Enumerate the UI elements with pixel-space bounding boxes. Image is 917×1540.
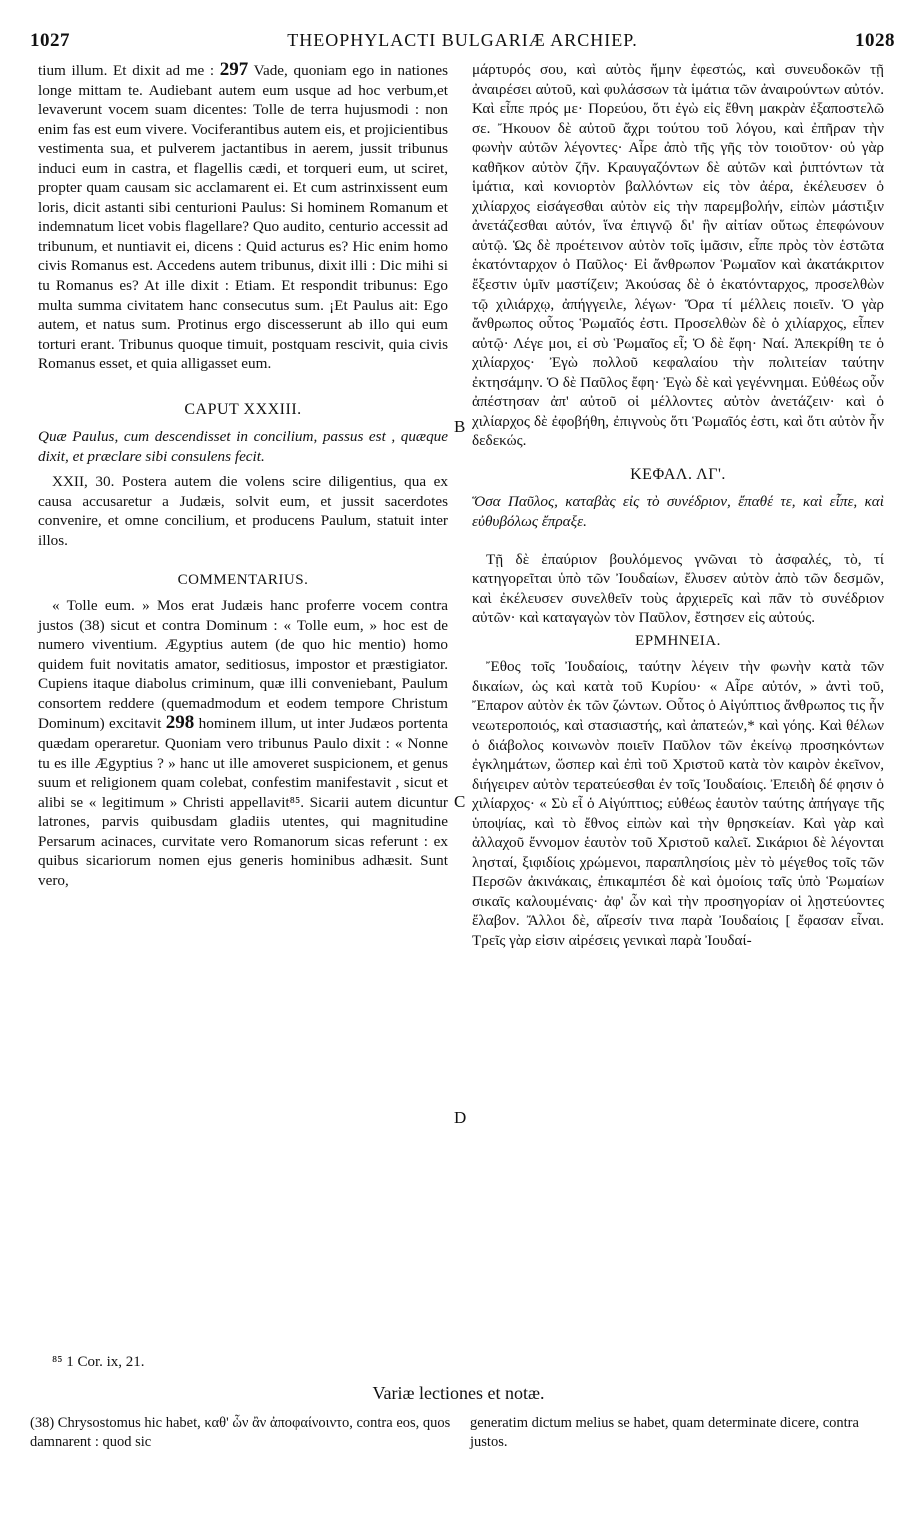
page-number-left: 1027 (30, 30, 70, 51)
page-number-right: 1028 (855, 30, 895, 51)
latin-text: tium illum. Et dixit ad me : (38, 62, 220, 79)
kephalaion-heading: ΚΕΦΑΛ. ΛΓ'. (630, 465, 726, 483)
margin-siglum-c: C (454, 792, 466, 811)
commentarius-heading: COMMENTARIUS. (177, 571, 309, 588)
latin-text: « Tolle eum. » Mos erat Judæis hanc proferre vocem contra justos (38) sicut et contra Dominum : « Tolle eum, » hoc est de numero viventium. Ægyptius autem (de quo hic mentio) homo quidem fuit novitatis amator, seditiosus, impostor et præstigiator. Cupiens itaque diabolus criminum, quæ illi conveniebant, Paulum consortem reddere (quemadmodum et eodem tempore Christum Dominum) excitavit (38, 597, 448, 733)
caput-heading: CAPUT XXXIII. (184, 400, 302, 418)
greek-chapter-summary: Ὅσα Παῦλος, καταβὰς εἰς τὸ συνέδριον, ἔπαθέ τε, καὶ εἶπε, καὶ εὐθυβόλως ἔπραξε. (472, 493, 884, 531)
migne-column-number: 298 (165, 712, 195, 734)
greek-paragraph-1: μάρτυρός σου, καὶ αὐτὸς ἤμην ἐφεστώς, καὶ συνευδοκῶν τῇ ἀναιρέσει αὐτοῦ, καὶ φυλάσσων τὰ ἱμάτια τῶν ἀναιρούντων αὐτόν. Καὶ εἶπε πρός με· Πορεύου, ὅτι ἐγὼ εἰς ἔθνη μακρὰν ἐξαποστελῶ σε. Ἤκουον δὲ αὐτοῦ ἄχρι τούτου τοῦ λόγου, καὶ ἐπῆραν τὴν φωνὴν αὐτῶν λέγοντες· Αἶρε ἀπὸ τῆς γῆς τὸν τοιοῦτον· οὐ γὰρ καθῆκον αὐτὸν ζῆν. Κραυγαζόντων δὲ αὐτῶν καὶ ῥιπτόντων τὰ ἱμάτια, καὶ κονιορτὸν βαλλόντων εἰς τὸν ἀέρα, ἐκέλευσεν ὁ χιλίαρχος εἰσάγεσθαι αὐτὸν εἰς τὴν παρεμβολήν, εἰπὼν μάστιξιν ἀνετάζεσθαι αὐτόν, ἵνα ἐπιγνῷ δι' ἣν αἰτίαν οὕτως ἐπεφώνουν αὐτῷ. Ὡς δὲ προέτεινον αὐτὸν τοῖς ἱμᾶσιν, εἶπε πρὸς τὸν ἑστῶτα ἑκατόνταρχον ὁ Παῦλος· Εἰ ἄνθρωπον Ῥωμαῖον καὶ ἀκατάκριτον ἔξεστιν ὑμῖν μαστίζειν; Ἀκούσας δὲ ὁ ἑκατόνταρχος, προσελθὼν τῷ χιλιάρχῳ, ἀπήγγειλε, λέγων· Ὅρα τί μέλλεις ποιεῖν. Ὁ γὰρ ἄνθρωπος οὗτος Ῥωμαῖός ἐστι. Προσελθὼν δὲ ὁ χιλίαρχος, εἶπεν αὐτῷ· Λέγε μοι, εἰ σὺ Ῥωμαῖος εἶ; Ὁ δὲ ἔφη· Ναί. Ἀπεκρίθη τε ὁ χιλίαρχος· Ἐγὼ πολλοῦ κεφαλαίου τὴν πολιτείαν ταύτην ἐκτησάμην. Ὁ δὲ Παῦλος ἔφη· Ἐγὼ δὲ καὶ γεγέννημαι. Εὐθέως οὖν ἀπέστησαν ἀπ' αὐτοῦ οἱ μέλλοντες αὐτὸν ἀνετάζειν· καὶ ὁ χιλίαρχος δὲ ἐφοβήθη, ἐπιγνοὺς ὅτι Ῥωμαῖός ἐστι, καὶ ὅτι αὐτὸν ἦν δεδεκώς. (472, 61, 884, 450)
page-header (30, 30, 895, 54)
greek-commentary: Ἔθος τοῖς Ἰουδαίοις, ταύτην λέγειν τὴν φωνὴν κατὰ τῶν δικαίων, ὡς καὶ κατὰ τοῦ Κυρίου· « Αἶρε αὐτόν, » ἀντὶ τοῦ, Ἔπαρον αὐτὸν ἐκ τῶν ζώντων. Οὗτος ὁ Αἰγύπτιος ἄνθρωπος τις ἦν νεωτεροποιός, καὶ στασιαστής, καὶ ἀπατεών,* καὶ γόης. Καὶ θέλων ὁ διάβολος κοινωνὸν ποιεῖν Παῦλον τῶν ἐκείνῳ προσηκόντων ἐγκλημάτων, ὥσπερ καὶ ἐπὶ τοῦ Χριστοῦ κατὰ τὸν καιρὸν ἐκεῖνον, διήγειρεν αὐτὸν τερατεύεσθαι ἐν τοῖς Ἰουδαίοις. Ἐπειδὴ δέ φησιν ὁ χιλίαρχος· « Σὺ εἶ ὁ Αἰγύπτιος; εὐθέως ἑαυτὸν ταύτης ἀπήγαγε τῆς ὑποψίας, καὶ τὸ ἔθνος εἰπὼν καὶ τὴν θρησκείαν. Καὶ γὰρ καὶ ἀλλαχοῦ ἔννομον ἑαυτὸν τοῦ Χριστοῦ καλεῖ. Σικάριοι δὲ λέγονται λησταί, ξιφιδίοις χρώμενοι, παραπλησίοις μὲν τὸ μέγεθος τοῖς τῶν Περσῶν ἀκινάκαις, ἐπικαμπέσι δὲ καὶ ὁμοίοις ταῖς ὑπὸ Ῥωμαίων σικαῖς καλουμέναις· ἀφ' ὧν καὶ τὴν προσηγορίαν οἱ λῃστεύοντες ἔλαβον. Ἄλλοι δὲ, αἵρεσίν τινα παρὰ Ἰουδαίοις [ ἔφασαν εἶναι. Τρεῖς γὰρ εἰσιν αἱρέσεις γενικαὶ παρὰ Ἰουδαί- (472, 658, 884, 949)
migne-column-number: 297 (219, 59, 249, 80)
note-left: (38) Chrysostomus hic habet, καθ' ὧν ἂν ἀποφαίνοιντο, contra eos, quos damnarent : quod sic (30, 1415, 451, 1450)
latin-text: hominem illum, ut inter Judæos portenta quædam operaretur. Quoniam vero tribunus Paulo dixit : « Nonne tu es ille Ægyptius ? » hanc ut ille amoveret suspicionem, et genus suum et religionem quam colebat, confestim manifestavit , sicut et alibi se « legitimum » Christi appellavit⁸⁵. Sicarii autem dicuntur latrones, parvis quibusdam gladiis utentes, qui magnitudine Persarum acinaces, curvitate vero Romanorum sicas referunt : ex quibus sicariorum nomen ejus generis hominibus adhæsit. Sunt vero, (38, 715, 448, 889)
latin-text: Vade, quoniam ego in nationes longe mittam te. Audiebant autem eum usque ad hoc verbum,et levaverunt vocem suam dicentes: Tolle de terra hujusmodi : non enim fas est eum vivere. Vociferantibus autem eis, et projicientibus vestimenta sua, et pulverem jactantibus in aerem, jussit tribunus induci eum in castra, et flagellis cædi, et torqueri eum, ut sciret, propter quam causam sic acclamarent ei. Et cum astrinxissent eum loris, dicit astanti sibi centurioni Paulus: Si hominem Romanum et indemnatum licet vobis flagellare? Quo audito, centurio accessit ad tribunum, et nuntiavit ei, dicens : Quid acturus es? Hic enim homo civis Romanus est. Accedens autem tribunus, dixit illi : Dic mihi si tu Romanus es? At ille dixit : Etiam. Et respondit tribunus: Ego multa summa civitatem hanc consecutus sum. ¡Et Paulus ait: Ego autem, et natus sum. Protinus ergo discesserunt ab illo qui eum torturi erant. Tribunus quoque timuit, postquam rescivit, quia civis Romanus esset, et quia alligasset eum. (38, 62, 448, 373)
running-title: THEOPHYLACTI BULGARIÆ ARCHIEP. (287, 30, 638, 50)
greek-column (472, 60, 884, 951)
latin-verse: XXII, 30. Postera autem die volens scire diligentius, qua ex causa accusaretur a Judæis, solvit eum, et jussit sacerdotes convenire, et omne concilium, et producens Paulum, statuit inter illos. (38, 473, 448, 550)
latin-commentary (38, 596, 448, 890)
notes-title: Variæ lectiones et notæ. (372, 1383, 545, 1403)
latin-column (38, 60, 448, 890)
margin-siglum-b: B (454, 417, 466, 436)
margin-siglum-d: D (454, 1108, 467, 1127)
greek-verse: Τῇ δὲ ἐπαύριον βουλόμενος γνῶναι τὸ ἀσφαλές, τὸ, τί κατηγορεῖται ὑπὸ τῶν Ἰουδαίων, ἔλυσεν αὐτὸν ἀπὸ τῶν δεσμῶν, καὶ ἐκέλευσεν συνελθεῖν τοὺς ἀρχιερεῖς καὶ πᾶν τὸ συνέδριον αὐτῶν· καὶ καταγαγὼν τὸν Παῦλον, ἔστησεν εἰς αὐτούς. (472, 550, 884, 627)
ermeneia-heading: ΕΡΜΗΝΕΙΑ. (635, 632, 721, 649)
latin-paragraph-1 (38, 60, 448, 374)
latin-chapter-summary: Quæ Paulus, cum descendisset in concilium, passus est , quæque dixit, et præclare sibi consulens fecit. (38, 428, 448, 465)
note-right: generatim dictum melius se habet, quam determinate dicere, contra justos. (470, 1415, 859, 1450)
footnote: ⁸⁵ 1 Cor. ix, 21. (52, 1354, 145, 1370)
